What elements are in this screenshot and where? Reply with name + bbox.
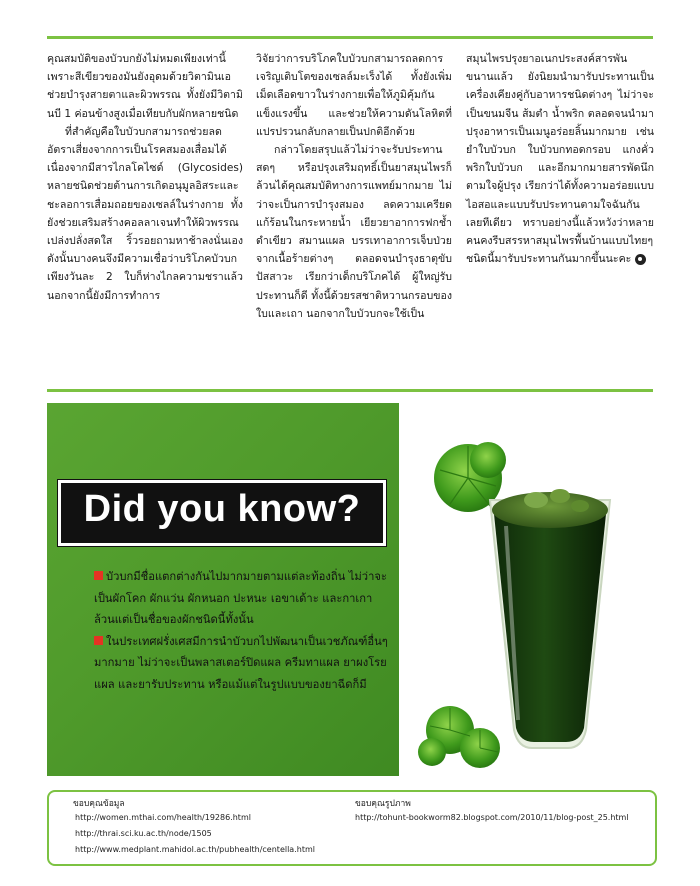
fact-text: ในประเทศฝรั่งเศสมีการนำบัวบกไปพัฒนาเป็นเวชภัณฑ์อื่นๆ มากมาย ไม่ว่าจะเป็นพลาสเตอร์ปิดแผล ครีมทาแผล ยาผงโรยแผล และยารับประทาน หรือแม้แต่ในรูปแบบของยาฉีดก็มี xyxy=(94,634,388,691)
photo-link[interactable]: http://tohunt-bookworm82.blogspot.com/2010/11/blog-post_25.html xyxy=(355,813,629,822)
leaf-icon xyxy=(418,706,500,768)
photo-credits-heading: ขอบคุณรูปภาพ xyxy=(355,799,411,809)
article-paragraph: คุณสมบัติของบัวบกยังไม่หมดเพียงเท่านี้ เพราะสีเขียวของมันยังอุดมด้วยวิตามินเอ ช่วยบำรุงสายตาและผิวพรรณ ทั้งยังมีวิตามินบี 1 ค่อนข้างสูงเมื่อเทียบกับผักหลายชนิด xyxy=(47,53,243,120)
red-square-bullet-icon xyxy=(94,571,103,580)
info-credits-heading: ขอบคุณข้อมูล xyxy=(73,799,125,809)
article-column-1 xyxy=(47,50,243,305)
fact-text: บัวบกมีชื่อแตกต่างกันไปมากมายตามแต่ละท้องถิ่น ไม่ว่าจะเป็นผักโคก ผักแว่น ผักหนอก ปะหนะ เอขาเด้าะ และกาเกา ล้วนแต่เป็นชื่อของผักชนิดนี้ทั้งนั้น xyxy=(94,570,387,627)
info-link[interactable]: http://women.mthai.com/health/19286.html xyxy=(75,813,251,822)
article-text: สมุนไพรปรุงยาอเนกประสงค์สารพันขนานแล้ว ยังนิยมนำมารับประทานเป็นเครื่องเคียงคู่กับอาหารชนิดต่างๆ ไม่ว่าจะเป็นขนมจีน ส้มตำ น้ำพริก ตลอดจนนำมาปรุงอาหารเป็นเมนูอร่อยลิ้นมากมาย เช่น ยำใบบัวบก ใบบัวบกทอดกรอบ แกงคั่วพริกใบบัวบก และอีกมากมายสารพัดนึกตามใจผู้ปรุง เรียกว่าได้ทั้งความอร่อยแบบไอสอและแบบรับประทานตามใจฉันกันเลยทีเดียว ทราบอย่างนี้แล้วหวังว่าหลายคนคงรีบสรรหาสมุนไพรพื้นบ้านแบบไทยๆ ชนิดนี้มารับประทานกันมากขึ้นนะคะ xyxy=(466,53,654,266)
juice-glass-illustration xyxy=(410,430,650,770)
fact-item xyxy=(94,566,396,631)
did-you-know-title: Did you know? xyxy=(83,488,361,530)
gotu-kola-juice-photo xyxy=(410,430,650,770)
fact-item xyxy=(94,631,396,696)
top-green-rule xyxy=(47,36,653,39)
info-link[interactable]: http://www.medplant.mahidol.ac.th/pubhealth/centella.html xyxy=(75,845,315,854)
info-link[interactable]: http://thrai.sci.ku.ac.th/node/1505 xyxy=(75,829,212,838)
did-you-know-banner xyxy=(58,480,386,546)
article-column-3 xyxy=(466,50,654,268)
did-you-know-facts xyxy=(94,566,396,696)
article-paragraph xyxy=(466,50,654,268)
references-box xyxy=(47,790,657,866)
article-paragraph: วิจัยว่าการบริโภคใบบัวบกสามารถลดการเจริญเติบโตของเซลล์มะเร็งได้ ทั้งยังเพิ่มเม็ดเลือดขาวในร่างกายเพื่อให้ภูมิคุ้มกันแข็งแรงขึ้น และช่วยให้ความดันโลหิตที่แปรปรวนกลับกลายเป็นปกติอีกด้วย xyxy=(256,53,452,138)
red-square-bullet-icon xyxy=(94,636,103,645)
middle-green-rule xyxy=(47,389,653,392)
end-of-article-icon xyxy=(635,254,646,265)
article-paragraph: กล่าวโดยสรุปแล้วไม่ว่าจะรับประทานสดๆ หรือปรุงเสริมฤทธิ์เป็นยาสมุนไพรก็ล้วนได้คุณสมบัติทางการแพทย์มากมาย ไม่ว่าจะเป็นการบำรุงสมอง ลดความเครียด แก้ร้อนในกระหายน้ำ เยียวยาอาการฟกช้ำดำเขียว สมานแผล บรรเทาอาการเจ็บป่วยจากเนื้อร้ายต่างๆ ตลอดจนบำรุงธาตุขับปัสสาวะ เรียกว่าเด็กบริโภคได้ ผู้ใหญ่รับประทานก็ดี ทั้งนี้ด้วยรสชาติหวานกรอบของใบและเถา นอกจากใบบัวบกจะใช้เป็น xyxy=(256,144,452,320)
article-column-2 xyxy=(256,50,452,323)
article-paragraph: ที่สำคัญคือใบบัวบกสามารถช่วยลดอัตราเสี่ยงจากการเป็นโรคสมองเสื่อมได้ เนื่องจากมีสารไกลโคไซด์ (Glycosides) หลายชนิดช่วยต้านการเกิดอนุมูลอิสระและชะลอการเสื่อมถอยของเซลล์ในร่างกาย ทั้งยังช่วยเสริมสร้างคอลลาเจนทำให้ผิวพรรณเปล่งปลั่งสดใส ริ้วรอยถามหาช้าลงนั่นเอง ดังนั้นบางคนจึงมีความเชื่อว่าบริโภคบัวบกเพียงวันละ 2 ใบก็ห่างไกลความชราแล้ว นอกจากนี้ยังมีการทำการ xyxy=(47,125,243,302)
